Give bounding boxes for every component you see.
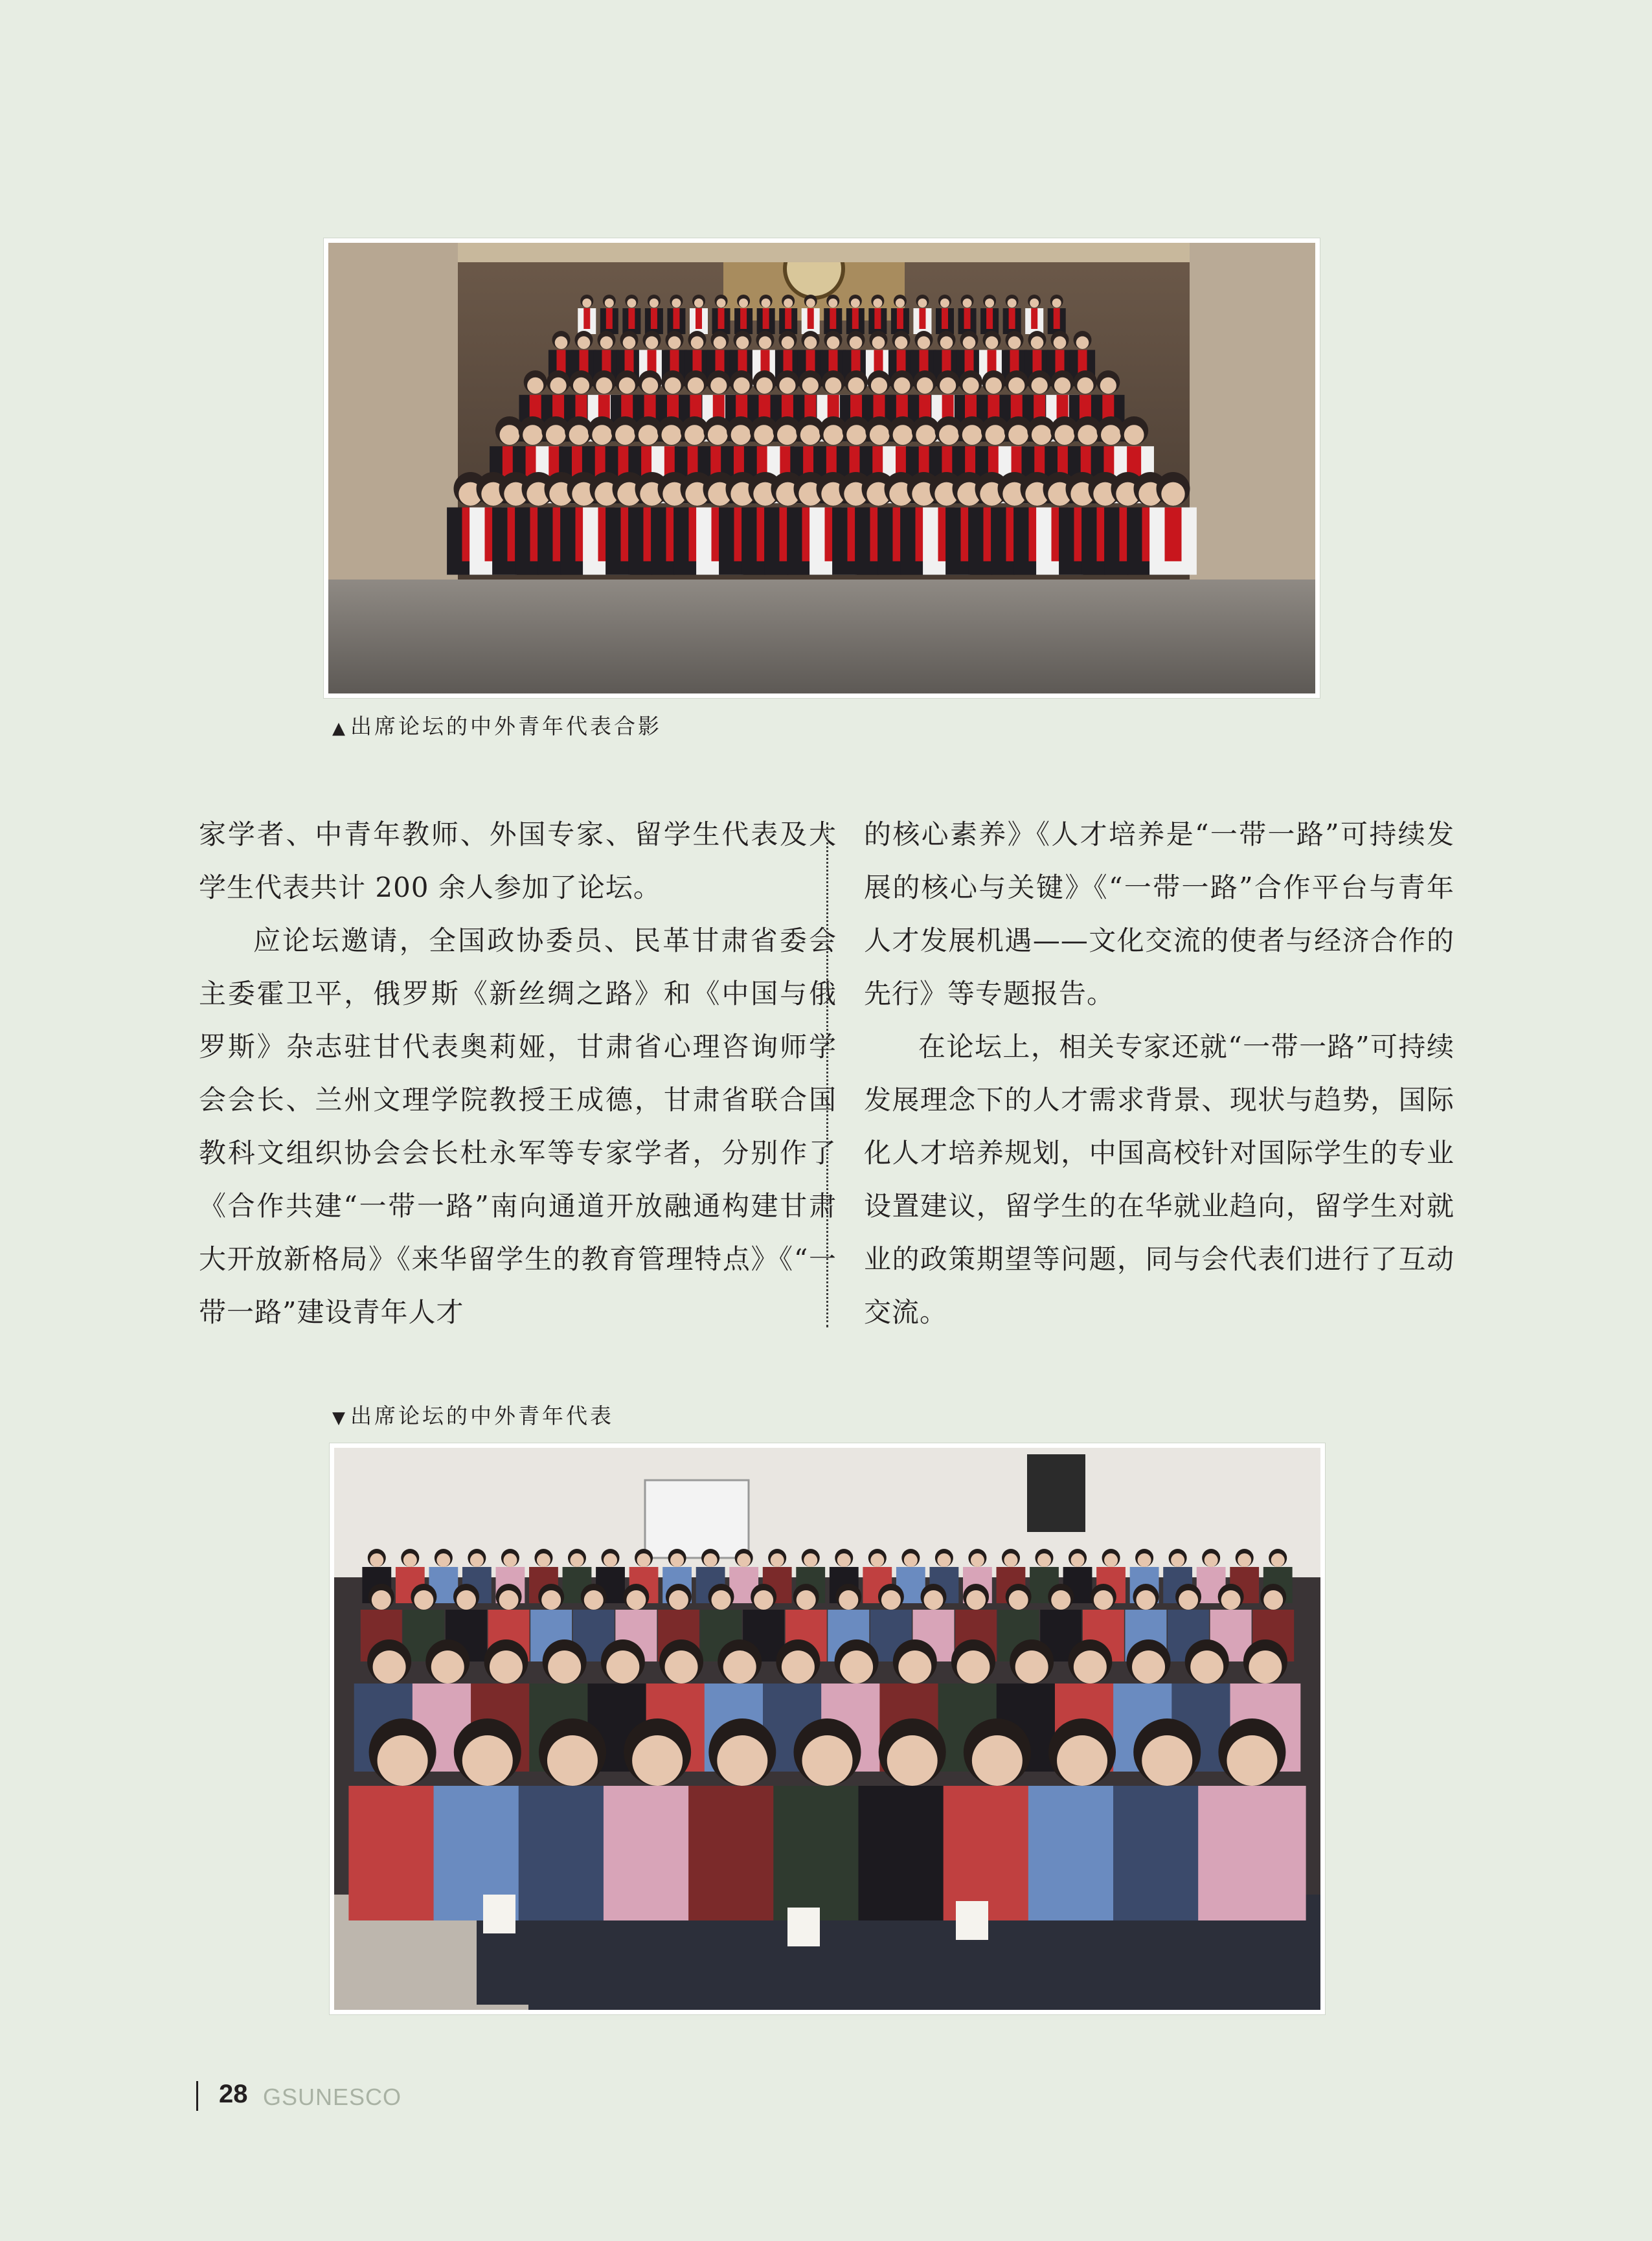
attendee-face bbox=[457, 1590, 476, 1610]
person-face bbox=[1008, 298, 1017, 308]
person-face bbox=[871, 377, 887, 394]
person-face bbox=[918, 298, 927, 308]
attendee-face bbox=[370, 1553, 383, 1567]
person-face bbox=[894, 377, 910, 394]
attendee-face bbox=[537, 1553, 550, 1567]
red-scarf bbox=[1031, 308, 1037, 329]
person-face bbox=[893, 425, 913, 445]
attendee-face bbox=[626, 1590, 646, 1610]
attendee-face bbox=[1138, 1553, 1151, 1567]
attendee-face bbox=[403, 1553, 417, 1567]
person-face bbox=[962, 425, 982, 445]
column-divider bbox=[826, 822, 828, 1327]
person-face bbox=[918, 336, 931, 349]
person-face bbox=[800, 425, 820, 445]
person-face bbox=[1032, 425, 1052, 445]
red-scarf bbox=[897, 308, 903, 329]
red-scarf bbox=[763, 308, 769, 329]
person-face bbox=[708, 425, 728, 445]
person-face bbox=[1076, 336, 1089, 349]
attendee-face bbox=[837, 1553, 851, 1567]
audience-photo bbox=[330, 1443, 1325, 2014]
attendee-face bbox=[1238, 1553, 1251, 1567]
red-scarf bbox=[651, 308, 657, 329]
person-face bbox=[714, 336, 727, 349]
photo-caption-top bbox=[332, 714, 662, 741]
person-face bbox=[848, 377, 864, 394]
attendee-face bbox=[548, 1650, 581, 1684]
attendee-face bbox=[1051, 1590, 1070, 1610]
person-face bbox=[916, 425, 936, 445]
person-face bbox=[823, 425, 843, 445]
person-face bbox=[828, 298, 837, 308]
person-face bbox=[605, 298, 614, 308]
person-face bbox=[600, 336, 613, 349]
attendee-face bbox=[547, 1735, 598, 1786]
person-face bbox=[619, 377, 635, 394]
attendee-face bbox=[923, 1590, 943, 1610]
person-face bbox=[1161, 482, 1184, 506]
person-face bbox=[1052, 298, 1061, 308]
person-face bbox=[691, 336, 704, 349]
person-face bbox=[1054, 336, 1067, 349]
person-face bbox=[917, 377, 933, 394]
attendee-face bbox=[637, 1553, 651, 1567]
attendee-face bbox=[670, 1553, 684, 1567]
attendee-face bbox=[490, 1650, 523, 1684]
person-face bbox=[895, 336, 908, 349]
person-face bbox=[573, 377, 589, 394]
attendee-body bbox=[1198, 1786, 1306, 1920]
attendee-face bbox=[1221, 1590, 1241, 1610]
person-face bbox=[555, 336, 568, 349]
attendee-face bbox=[1094, 1590, 1113, 1610]
attendee-face bbox=[898, 1650, 931, 1684]
red-scarf bbox=[808, 308, 814, 329]
person-face bbox=[1054, 377, 1070, 394]
red-scarf bbox=[583, 308, 590, 329]
attendee-face bbox=[462, 1735, 513, 1786]
person-face bbox=[596, 377, 612, 394]
person-face bbox=[962, 377, 979, 394]
photo-caption-bottom bbox=[332, 1403, 614, 1431]
person-face bbox=[734, 377, 750, 394]
person-face bbox=[731, 425, 751, 445]
person-face bbox=[499, 425, 519, 445]
attendee-face bbox=[723, 1650, 756, 1684]
attendee-face bbox=[665, 1650, 698, 1684]
paragraph: 的核心素养》《人才培养是“一带一路”可持续发展的核心与关键》《“一带一路”合作平台与青年人才发展机遇——文化交流的使者与经济合作的先行》等专题报告。 bbox=[864, 818, 1454, 1009]
person-face bbox=[827, 336, 840, 349]
red-scarf bbox=[1054, 308, 1060, 329]
person-face bbox=[615, 425, 635, 445]
red-scarf bbox=[718, 308, 725, 329]
attendee-face bbox=[881, 1590, 901, 1610]
attendee-face bbox=[503, 1553, 517, 1567]
person-face bbox=[627, 298, 636, 308]
caption-text: 出席论坛的中外青年代表合影 bbox=[350, 714, 662, 739]
attendee-face bbox=[604, 1553, 617, 1567]
person-face bbox=[851, 298, 860, 308]
attendee-face bbox=[1004, 1553, 1017, 1567]
person-face bbox=[664, 377, 681, 394]
person-face bbox=[672, 298, 681, 308]
triangle-down-icon: ▼ bbox=[332, 1408, 345, 1428]
attendee-face bbox=[971, 1553, 984, 1567]
attendee-face bbox=[431, 1650, 464, 1684]
attendee-face bbox=[904, 1553, 918, 1567]
attendee-face bbox=[802, 1735, 853, 1786]
attendee-face bbox=[570, 1553, 583, 1567]
red-scarf bbox=[986, 308, 993, 329]
person-face bbox=[546, 425, 566, 445]
audience-photo-illustration bbox=[334, 1448, 1320, 2010]
red-scarf bbox=[606, 308, 613, 329]
footer-rule bbox=[196, 2081, 198, 2111]
person-face bbox=[550, 377, 566, 394]
person-face bbox=[850, 336, 863, 349]
caption-text: 出席论坛的中外青年代表 bbox=[350, 1403, 614, 1428]
person-face bbox=[523, 425, 543, 445]
attendee-face bbox=[436, 1553, 450, 1567]
attendee-face bbox=[804, 1553, 817, 1567]
red-scarf bbox=[919, 308, 925, 329]
person-face bbox=[873, 298, 882, 308]
group-photo-illustration bbox=[328, 243, 1315, 693]
person-face bbox=[1100, 377, 1116, 394]
person-face bbox=[756, 377, 773, 394]
attendee-face bbox=[499, 1590, 519, 1610]
person-face bbox=[650, 298, 659, 308]
red-scarf bbox=[1009, 308, 1015, 329]
attendee-face bbox=[1171, 1553, 1184, 1567]
attendee-face bbox=[1015, 1650, 1048, 1684]
person-face bbox=[1078, 425, 1098, 445]
attendee-face bbox=[754, 1590, 773, 1610]
person-face bbox=[754, 425, 774, 445]
red-scarf bbox=[852, 308, 859, 329]
article-column-right bbox=[864, 808, 1454, 1339]
attendee-face bbox=[737, 1553, 751, 1567]
attendee-face bbox=[1179, 1590, 1198, 1610]
attendee-face bbox=[840, 1650, 873, 1684]
person-face bbox=[582, 298, 591, 308]
person-face bbox=[642, 377, 658, 394]
person-face bbox=[777, 425, 797, 445]
red-scarf bbox=[740, 308, 747, 329]
paper-cup bbox=[956, 1901, 988, 1940]
person-face bbox=[661, 425, 681, 445]
red-scarf bbox=[785, 308, 791, 329]
attendee-face bbox=[378, 1735, 428, 1786]
attendee-face bbox=[669, 1590, 688, 1610]
attendee-face bbox=[956, 1650, 990, 1684]
person-face bbox=[986, 377, 1002, 394]
attendee-face bbox=[712, 1590, 731, 1610]
person-face bbox=[1008, 377, 1024, 394]
attendee-face bbox=[717, 1735, 767, 1786]
attendee-face bbox=[1142, 1735, 1192, 1786]
person-face bbox=[1077, 377, 1093, 394]
person-face bbox=[527, 377, 543, 394]
attendee-face bbox=[470, 1553, 484, 1567]
person-face bbox=[1101, 425, 1121, 445]
red-scarf bbox=[942, 308, 948, 329]
person-face bbox=[1055, 425, 1075, 445]
person-face bbox=[639, 425, 659, 445]
person-face bbox=[688, 377, 704, 394]
page-number: 28 bbox=[219, 2080, 248, 2108]
person-face bbox=[940, 377, 956, 394]
person-face bbox=[870, 425, 890, 445]
person-face bbox=[578, 336, 591, 349]
person-face bbox=[1030, 298, 1039, 308]
paragraph: 家学者、中青年教师、外国专家、留学生代表及大学生代表共计 200 余人参加了论坛。 bbox=[199, 818, 837, 903]
person-face bbox=[986, 336, 999, 349]
person-face bbox=[1124, 425, 1144, 445]
red-scarf bbox=[673, 308, 679, 329]
person-face bbox=[806, 298, 815, 308]
red-scarf bbox=[874, 308, 881, 329]
red-scarf bbox=[696, 308, 702, 329]
attendee-face bbox=[1104, 1553, 1118, 1567]
person-face bbox=[782, 336, 795, 349]
attendee-face bbox=[1071, 1553, 1085, 1567]
attendee-face bbox=[771, 1553, 784, 1567]
attendee-face bbox=[372, 1590, 391, 1610]
attendee-face bbox=[966, 1590, 986, 1610]
person-face bbox=[985, 425, 1005, 445]
person-face bbox=[1008, 336, 1021, 349]
person-face bbox=[846, 425, 866, 445]
attendee-face bbox=[1190, 1650, 1223, 1684]
attendee-face bbox=[1227, 1735, 1277, 1786]
person-face bbox=[963, 298, 972, 308]
triangle-up-icon: ▲ bbox=[332, 719, 345, 738]
paragraph: 应论坛邀请，全国政协委员、民革甘肃省委会主委霍卫平，俄罗斯《新丝绸之路》和《中国与俄罗斯》杂志驻甘代表奥莉娅，甘肃省心理咨询师学会会长、兰州文理学院教授王成德，甘肃省联合国教科文组织协会会长杜永军等专家学者，分别作了《合作共建“一带一路”南向通道开放融通构建甘肃大开放新格局》《来华留学生的教育管理特点》《“一带一路”建设青年人才 bbox=[199, 925, 837, 1328]
attendee-face bbox=[541, 1590, 561, 1610]
red-scarf bbox=[628, 308, 635, 329]
attendee-face bbox=[1132, 1650, 1165, 1684]
person-face bbox=[759, 336, 772, 349]
red-scarf bbox=[964, 308, 971, 329]
person-face bbox=[804, 336, 817, 349]
person-face bbox=[623, 336, 636, 349]
attendee-face bbox=[1009, 1590, 1028, 1610]
paper-cup bbox=[787, 1908, 820, 1946]
person-face bbox=[694, 298, 703, 308]
person-face bbox=[685, 425, 705, 445]
magazine-name: GSUNESCO bbox=[263, 2084, 402, 2110]
attendee-face bbox=[1136, 1590, 1155, 1610]
person-face bbox=[784, 298, 793, 308]
person-face bbox=[939, 425, 959, 445]
person-face bbox=[940, 298, 949, 308]
person-face bbox=[825, 377, 841, 394]
attendee-face bbox=[937, 1553, 951, 1567]
group-photo bbox=[324, 238, 1320, 698]
person-face bbox=[1031, 336, 1044, 349]
attendee-face bbox=[887, 1735, 938, 1786]
person-face bbox=[739, 298, 748, 308]
person-face bbox=[710, 377, 727, 394]
attendee-face bbox=[972, 1735, 1023, 1786]
attendee-face bbox=[839, 1590, 858, 1610]
person-face bbox=[1008, 425, 1028, 445]
attendee-face bbox=[1271, 1553, 1285, 1567]
paragraph: 在论坛上，相关专家还就“一带一路”可持续发展理念下的人才需求背景、现状与趋势，国际化人才培养规划，中国高校针对国际学生的专业设置建议，留学生的在华就业趋向，留学生对就业的政策期望等问题，同与会代表们进行了互动交流。 bbox=[864, 1031, 1454, 1328]
attendee-face bbox=[797, 1590, 816, 1610]
attendee-face bbox=[414, 1590, 433, 1610]
person-face bbox=[646, 336, 659, 349]
attendee-face bbox=[870, 1553, 884, 1567]
person-face bbox=[779, 377, 795, 394]
person-face bbox=[668, 336, 681, 349]
attendee-face bbox=[1057, 1735, 1107, 1786]
person-face bbox=[762, 298, 771, 308]
person-face bbox=[802, 377, 819, 394]
attendee-face bbox=[632, 1735, 683, 1786]
attendee-face bbox=[1263, 1590, 1283, 1610]
person-face bbox=[896, 298, 905, 308]
attendee-face bbox=[584, 1590, 604, 1610]
attendee-face bbox=[1249, 1650, 1282, 1684]
person-face bbox=[717, 298, 726, 308]
paper-cup bbox=[483, 1895, 515, 1933]
person-face bbox=[569, 425, 589, 445]
attendee-face bbox=[606, 1650, 639, 1684]
attendee-face bbox=[782, 1650, 815, 1684]
person-face bbox=[736, 336, 749, 349]
person-face bbox=[963, 336, 976, 349]
attendee-face bbox=[373, 1650, 406, 1684]
attendee-face bbox=[1205, 1553, 1218, 1567]
person-face bbox=[985, 298, 994, 308]
article-column-left bbox=[199, 808, 837, 1339]
person-face bbox=[940, 336, 953, 349]
red-scarf bbox=[830, 308, 836, 329]
attendee-face bbox=[1074, 1650, 1107, 1684]
person-face bbox=[872, 336, 885, 349]
person-face bbox=[592, 425, 612, 445]
attendee-face bbox=[704, 1553, 718, 1567]
attendee-face bbox=[1037, 1553, 1051, 1567]
red-scarf bbox=[1165, 508, 1182, 561]
person-face bbox=[1032, 377, 1048, 394]
